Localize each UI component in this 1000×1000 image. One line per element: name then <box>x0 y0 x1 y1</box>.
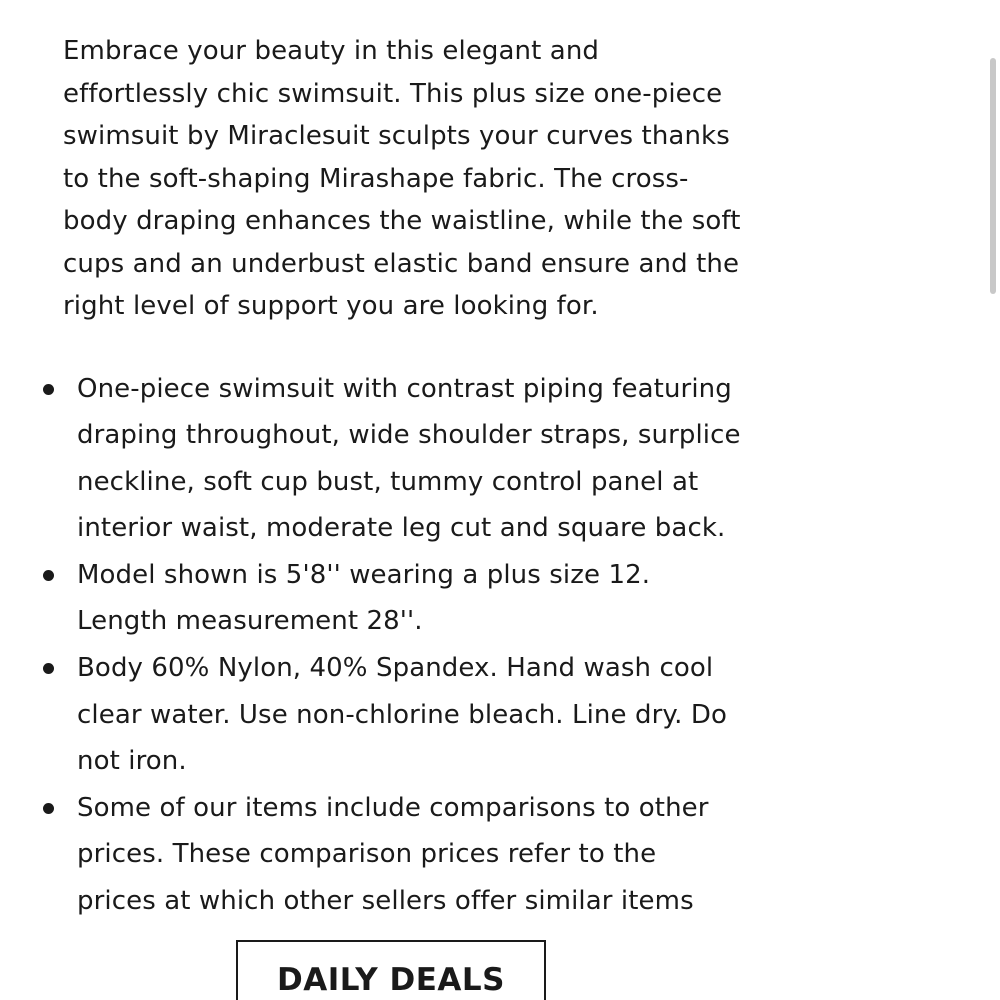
bullet-icon <box>43 663 54 674</box>
bullet-icon <box>43 570 54 581</box>
list-item <box>63 366 743 552</box>
product-description <box>63 30 743 925</box>
list-item <box>63 552 743 645</box>
list-item-text: Some of our items include comparisons to other prices. These comparison prices refer to the prices at which other sellers offer similar items <box>77 792 709 917</box>
list-item <box>63 645 743 785</box>
list-item-text: Model shown is 5'8'' wearing a plus size 12. Length measurement 28''. <box>77 559 651 637</box>
list-item-text: One-piece swimsuit with contrast piping featuring draping throughout, wide shoulder straps, surplice neckline, soft cup bust, tummy control panel at interior waist, moderate leg cut and square back. <box>77 373 741 544</box>
bullet-icon <box>43 384 54 395</box>
feature-list <box>63 366 743 925</box>
daily-deals-button[interactable] <box>236 940 546 1000</box>
list-item <box>63 785 743 925</box>
scrollbar[interactable] <box>986 0 1000 1000</box>
scrollbar-thumb[interactable] <box>990 58 996 294</box>
description-intro: Embrace your beauty in this elegant and effortlessly chic swimsuit. This plus size one-piece swimsuit by Miraclesuit sculpts your curves thanks to the soft-shaping Mirashape fabric. The cross-body draping enhances the waistline, while the soft cups and an underbust elastic band ensure and the right level of support you are looking for. <box>63 36 741 321</box>
list-item-text: Body 60% Nylon, 40% Spandex. Hand wash cool clear water. Use non-chlorine bleach. Line dry. Do not iron. <box>77 653 727 777</box>
daily-deals-label: DAILY DEALS <box>277 962 505 998</box>
bullet-icon <box>43 803 54 814</box>
